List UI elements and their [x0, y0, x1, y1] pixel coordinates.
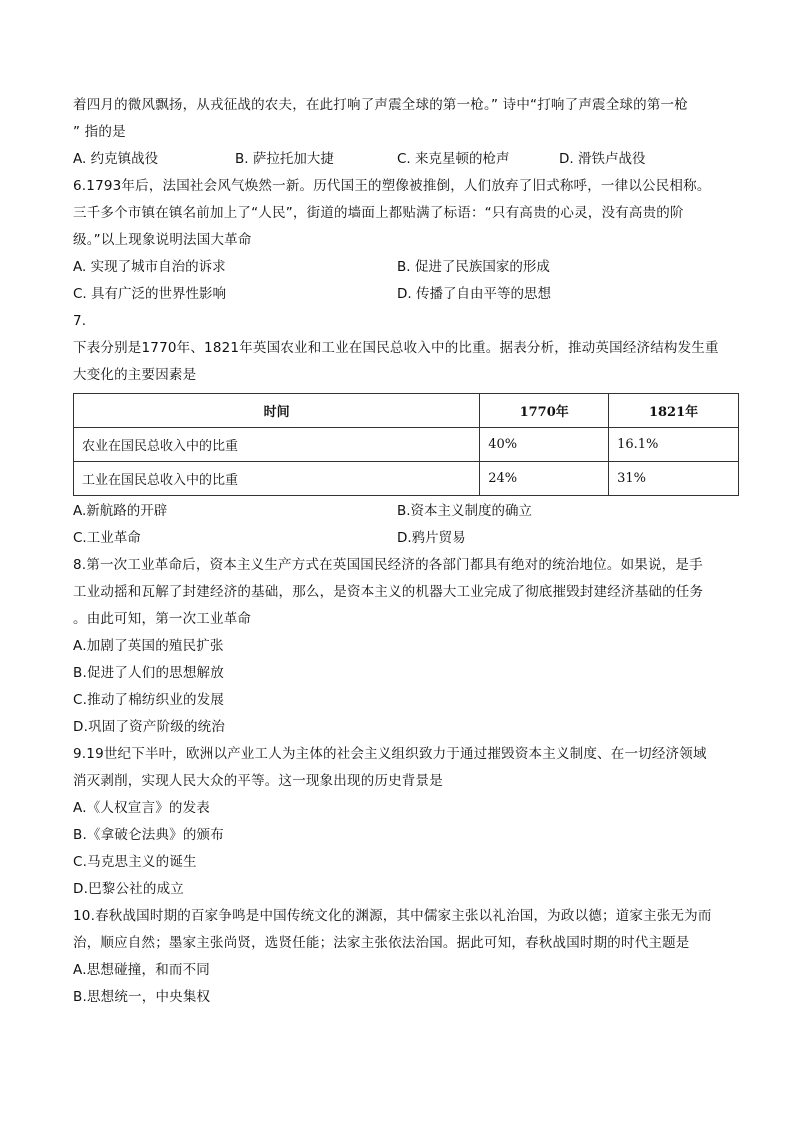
option-c[interactable]: C. 来克星顿的枪声: [397, 151, 510, 167]
option-b[interactable]: B.促进了人们的思想解放: [73, 665, 224, 681]
question-6: [73, 173, 743, 308]
option-d[interactable]: D.巩固了资产阶级的统治: [73, 719, 226, 735]
question-6-options-row-1: [73, 254, 743, 281]
table-header-time: 时间: [74, 394, 480, 428]
option-d[interactable]: D. 传播了自由平等的思想: [397, 286, 551, 302]
question-6-stem-line-1: 6.1793年后，法国社会风气焕然一新。历代国王的塑像被推倒，人们放弃了旧式称呼，一律以公民相称。: [73, 178, 711, 194]
question-8-stem-line-1: 8.第一次工业革命后，资本主义生产方式在英国国民经济的各部门都具有绝对的统治地位。如果说，是手: [73, 557, 703, 573]
table-cell-value: 31%: [609, 462, 739, 496]
question-5-stem-line-1: 着四月的微风飘扬，从戎征战的农夫，在此打响了声震全球的第一枪。” 诗中“打响了声震全球的第一枪: [73, 97, 688, 113]
question-7-options-row-1: [73, 498, 743, 525]
question-7-options-row-2: [73, 525, 743, 552]
option-a[interactable]: A.《人权宣言》的发表: [73, 800, 210, 816]
question-10: [73, 903, 743, 1011]
option-b[interactable]: B.《拿破仑法典》的颁布: [73, 827, 224, 843]
option-d[interactable]: D.巴黎公社的成立: [73, 881, 184, 897]
option-a[interactable]: A. 实现了城市自治的诉求: [73, 259, 226, 275]
table-header-1821: 1821年: [609, 394, 739, 428]
question-9-stem-line-1: 9.19世纪下半叶，欧洲以产业工人为主体的社会主义组织致力于通过摧毁资本主义制度、在一切经济领域: [73, 746, 707, 762]
table-cell-value: 24%: [480, 462, 609, 496]
question-6-stem-line-3: 级。”以上现象说明法国大革命: [73, 232, 252, 248]
question-9: [73, 741, 743, 903]
table-cell-label: 工业在国民总收入中的比重: [74, 462, 480, 496]
table-header-row: [74, 394, 739, 428]
question-8-stem-line-3: 。由此可知，第一次工业革命: [73, 611, 252, 627]
option-b[interactable]: B. 萨拉托加大捷: [235, 151, 334, 167]
option-d[interactable]: D. 滑铁卢战役: [559, 151, 646, 167]
question-6-options-row-2: [73, 281, 743, 308]
table-cell-value: 40%: [480, 428, 609, 462]
option-c[interactable]: C.工业革命: [73, 530, 141, 546]
option-c[interactable]: C. 具有广泛的世界性影响: [73, 286, 227, 302]
option-a[interactable]: A.新航路的开辟: [73, 503, 168, 519]
option-c[interactable]: C.马克思主义的诞生: [73, 854, 197, 870]
option-a[interactable]: A.思想碰撞，和而不同: [73, 962, 210, 978]
option-c[interactable]: C.推动了棉纺织业的发展: [73, 692, 225, 708]
question-8-stem-line-2: 工业动摇和瓦解了封建经济的基础，那么，是资本主义的机器大工业完成了彻底摧毁封建经济基础的任务: [73, 584, 704, 600]
table-row: [74, 462, 739, 496]
question-7-stem-line-1: 下表分别是1770年、1821年英国农业和工业在国民总收入中的比重。据表分析，推动英国经济结构发生重: [73, 340, 719, 356]
option-d[interactable]: D.鸦片贸易: [397, 530, 466, 546]
option-b[interactable]: B.思想统一，中央集权: [73, 989, 211, 1005]
question-8: [73, 552, 743, 741]
exam-page: [73, 92, 743, 1011]
question-5-stem-line-2: ” 指的是: [73, 124, 126, 140]
question-9-stem-line-2: 消灭剥削，实现人民大众的平等。这一现象出现的历史背景是: [73, 773, 443, 789]
table-header-1770: 1770年: [480, 394, 609, 428]
option-b[interactable]: B. 促进了民族国家的形成: [397, 259, 550, 275]
question-7: [73, 308, 743, 552]
question-7-number: 7.: [73, 313, 87, 329]
option-a[interactable]: A.加剧了英国的殖民扩张: [73, 638, 224, 654]
question-7-stem-line-2: 大变化的主要因素是: [73, 367, 197, 383]
question-10-stem-line-1: 10.春秋战国时期的百家争鸣是中国传统文化的渊源，其中儒家主张以礼治国，为政以德；道家主张无为而: [73, 908, 712, 924]
question-7-table: [73, 393, 739, 496]
table-cell-value: 16.1%: [609, 428, 739, 462]
question-6-stem-line-2: 三千多个市镇在镇名前加上了“人民”，街道的墙面上都贴满了标语：“只有高贵的心灵，没有高贵的阶: [73, 205, 684, 221]
table-cell-label: 农业在国民总收入中的比重: [74, 428, 480, 462]
option-b[interactable]: B.资本主义制度的确立: [397, 503, 533, 519]
question-10-stem-line-2: 治，顺应自然；墨家主张尚贤，选贤任能；法家主张依法治国。据此可知，春秋战国时期的时代主题是: [73, 935, 690, 951]
table-row: [74, 428, 739, 462]
question-5: [73, 92, 743, 173]
question-5-options: [73, 146, 743, 173]
option-a[interactable]: A. 约克镇战役: [73, 151, 159, 167]
